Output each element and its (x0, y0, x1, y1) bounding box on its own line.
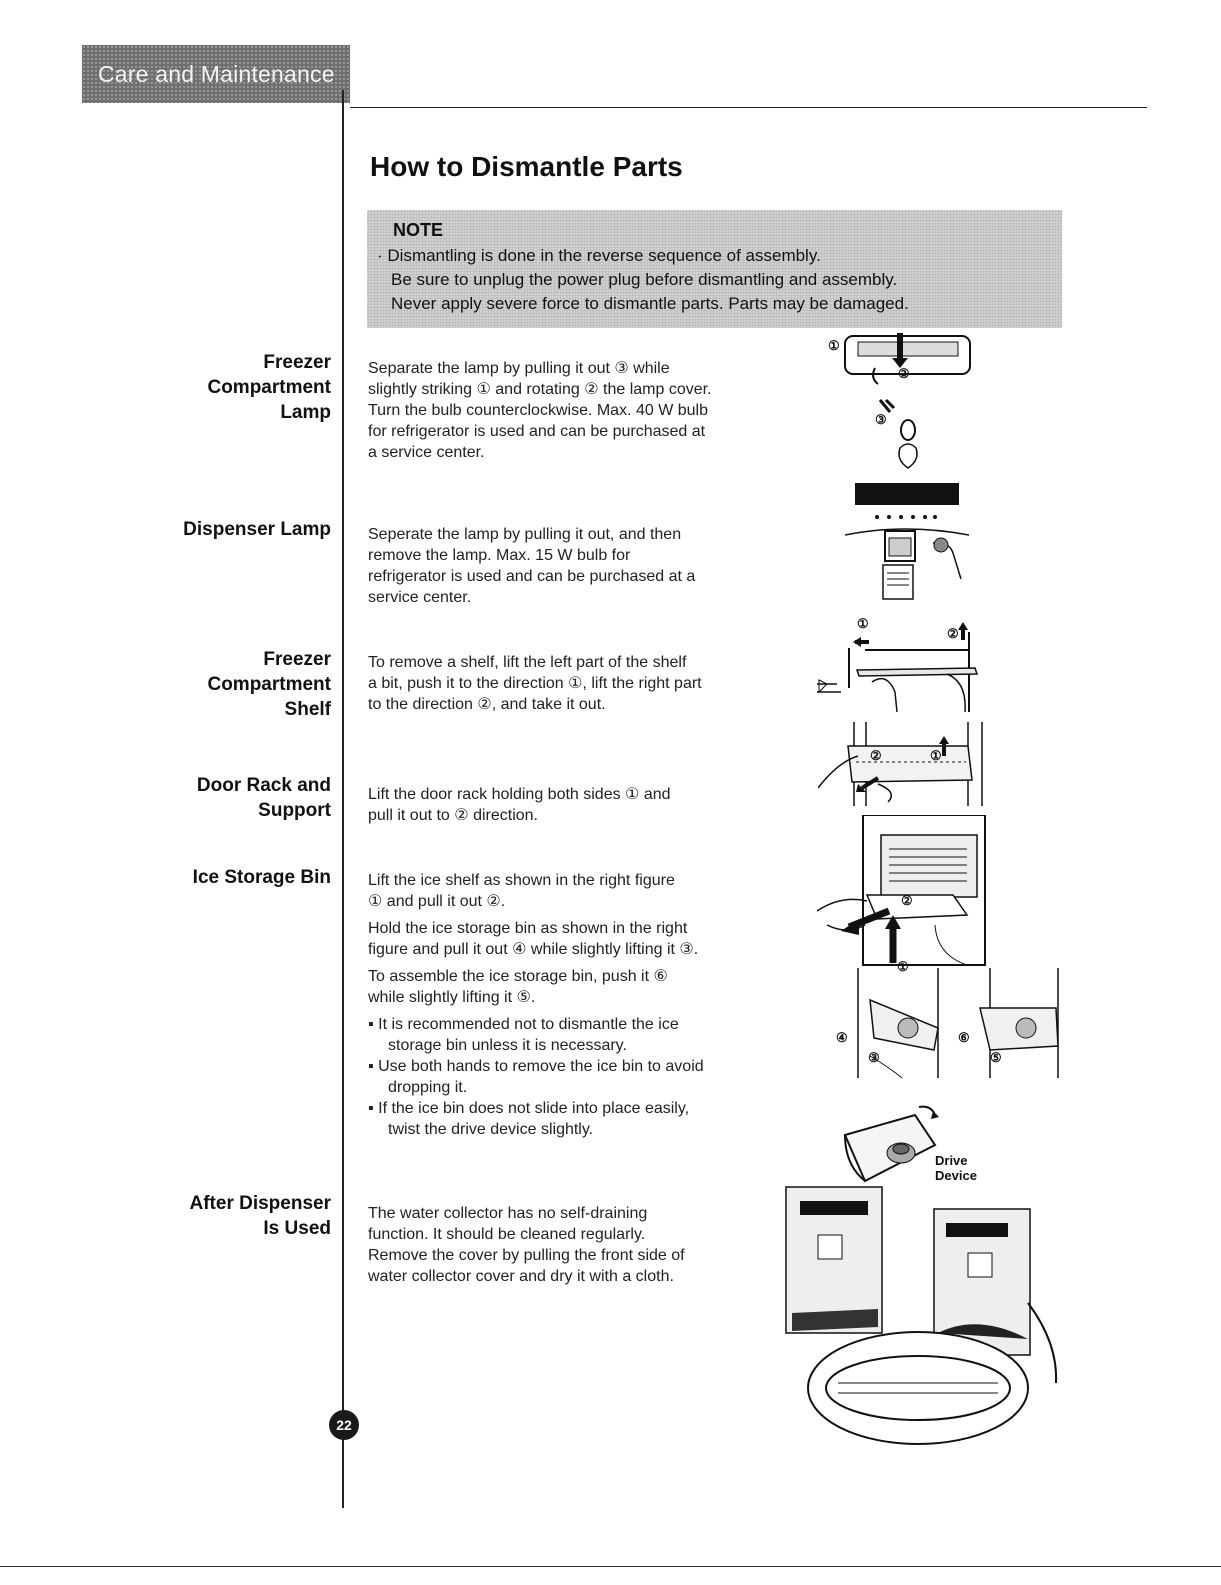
label-dispenser-lamp: Dispenser Lamp (183, 519, 331, 540)
door-rack-illustration (818, 722, 988, 812)
marker-6: ⑥ (958, 1030, 970, 1045)
drive-device-label: Drive Device (935, 1153, 977, 1183)
text-dispenser-lamp: Seperate the lamp by pulling it out, and then remove the lamp. Max. 15 W bulb for refrigerator is used and can be purchased at a service center. (368, 526, 696, 606)
marker-3: ③ (868, 1050, 880, 1065)
page-number: 22 (329, 1410, 359, 1440)
note-line: Never apply severe force to dismantle parts. Parts may be damaged. (391, 294, 909, 313)
section-tab-label: Care and Maintenance (98, 61, 335, 87)
text-ice-bin: Lift the ice shelf as shown in the right figure ① and pull it out ②. Hold the ice storage bin as shown in the right figure and pull it out ④ while slightly lifting it ③. To assemble the ice storage bin, push it ⑥ while slightly lifting it ⑤. ▪ It is recommended not to dismantle the ice storage bin unless it is necessary. ▪ Use both hands to remove the ice bin to avoid dropping it. ▪ If the ice bin does not slide into place easily, twist the drive device slightly. (368, 872, 704, 1138)
marker-2: ② (898, 366, 910, 381)
marker-1: ① (828, 338, 840, 353)
marker-3: ③ (875, 412, 887, 427)
marker-1: ① (930, 748, 942, 763)
ice-bin-illustration (830, 968, 1065, 1080)
note-box (367, 210, 1062, 328)
freezer-shelf-illustration (817, 612, 982, 712)
marker-5: ⑤ (990, 1050, 1002, 1065)
marker-1: ① (897, 959, 909, 974)
freezer-lamp-illustration (820, 328, 980, 478)
marker-1: ① (857, 616, 869, 631)
drive-device-illustration (835, 1085, 977, 1195)
text-door-rack: Lift the door rack holding both sides ① and pull it out to ② direction. (368, 786, 671, 824)
marker-2: ② (870, 748, 882, 763)
ice-shelf-illustration (817, 815, 987, 975)
text-freezer-lamp: Separate the lamp by pulling it out ③ while slightly striking ① and rotating ② the lamp cover. Turn the bulb counterclockwise. Max. 40 W bulb for refrigerator is used and can be purchased at a service center. (368, 360, 712, 461)
label-door-rack: Door Rack and Support (196, 775, 331, 821)
dispenser-lamp-illustration (845, 483, 970, 608)
label-ice-bin: Ice Storage Bin (192, 867, 331, 888)
marker-2: ② (901, 893, 913, 908)
note-line: · Dismantling is done in the reverse sequence of assembly. (377, 246, 821, 265)
marker-2: ② (947, 626, 959, 641)
section-tab (82, 45, 350, 103)
note-title: NOTE (393, 220, 444, 240)
text-after-dispenser: The water collector has no self-draining function. It should be cleaned regularly. Remove the cover by pulling the front side of water collector cover and dry it with a cloth. (368, 1205, 685, 1285)
header-rule (350, 107, 1147, 108)
note-line: Be sure to unplug the power plug before dismantling and assembly. (391, 270, 898, 289)
text-freezer-shelf: To remove a shelf, lift the left part of the shelf a bit, push it to the direction ①, lift the right part to the direction ②, and take it out. (368, 654, 702, 713)
marker-4: ④ (836, 1030, 848, 1045)
label-freezer-lamp: Freezer Compartment Lamp (207, 352, 331, 423)
label-after-dispenser: After Dispenser Is Used (189, 1193, 331, 1239)
page-title: How to Dismantle Parts (370, 151, 683, 182)
footer-rule (0, 1566, 1221, 1567)
water-collector-illustration (778, 1183, 1068, 1448)
column-divider (342, 90, 344, 1508)
label-freezer-shelf: Freezer Compartment Shelf (207, 649, 331, 720)
